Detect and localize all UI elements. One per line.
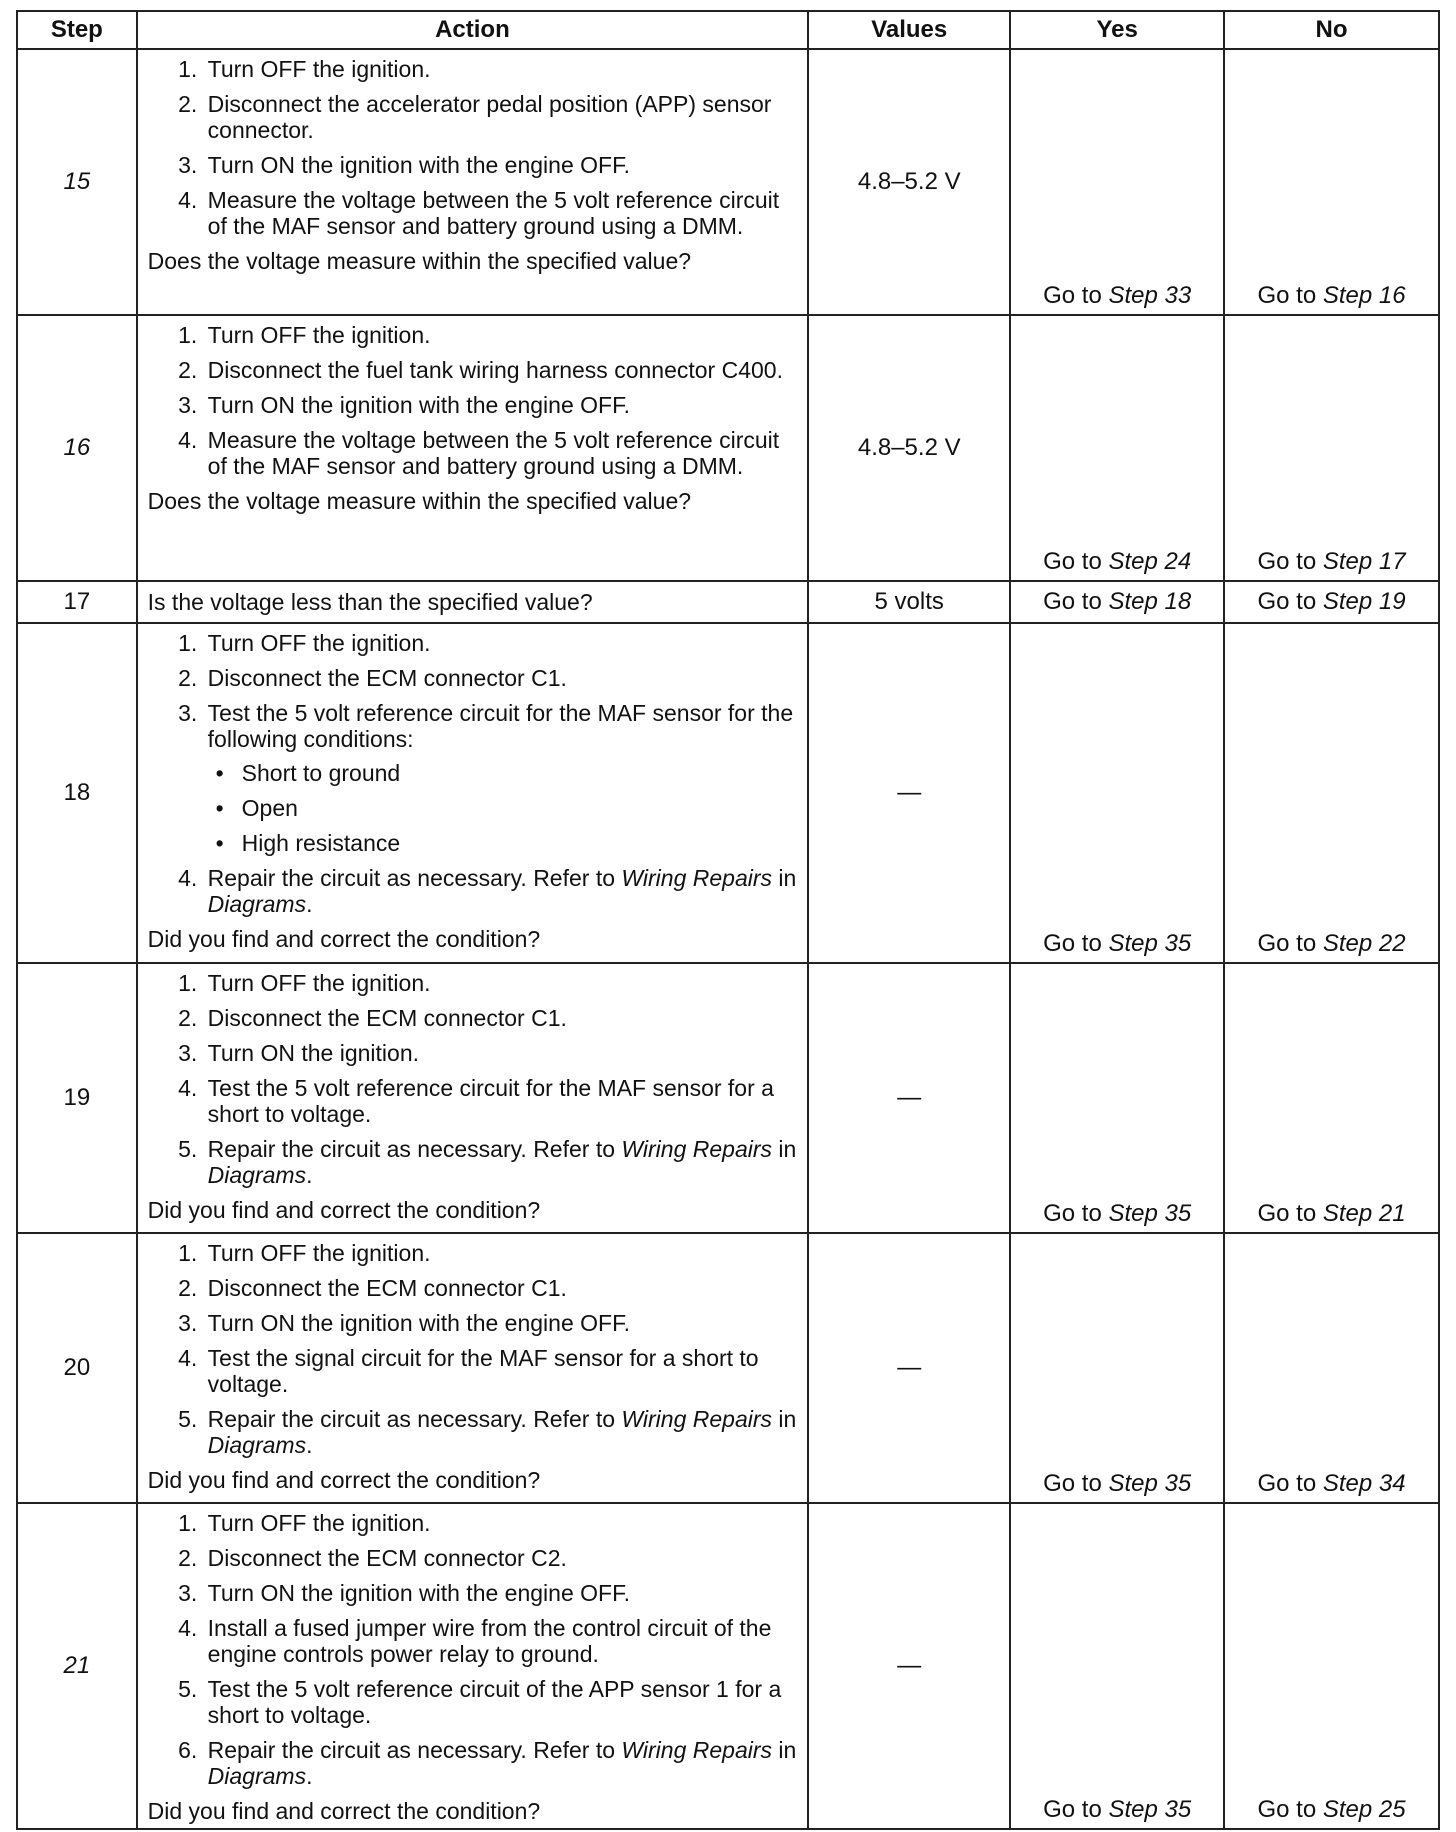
repair-period: .	[306, 1432, 313, 1458]
table-row	[17, 49, 1439, 315]
repair-text: Repair the circuit as necessary. Refer to	[207, 1406, 622, 1432]
action-step: 1. Turn OFF the ignition.	[204, 630, 800, 656]
action-step: 2. Disconnect the ECM connector C1.	[204, 665, 800, 691]
action-question: Did you find and correct the condition?	[147, 1467, 541, 1493]
yes-cell	[1010, 1503, 1224, 1829]
action-steps	[148, 1510, 800, 1789]
action-step	[204, 865, 800, 917]
header-no: No	[1224, 11, 1439, 49]
table-row	[17, 963, 1439, 1233]
wiring-repairs-ref: Wiring Repairs	[621, 1406, 773, 1432]
action-step: 1. Turn OFF the ignition.	[204, 970, 800, 996]
repair-text: Repair the circuit as necessary. Refer to	[207, 865, 622, 891]
header-action: Action	[137, 11, 809, 49]
yes-step-link: Step 35	[1108, 1470, 1192, 1497]
yes-prefix: Go to	[1043, 1470, 1109, 1497]
action-question: Does the voltage measure within the specified value?	[147, 248, 692, 274]
no-cell	[1224, 1233, 1439, 1503]
diagrams-ref: Diagrams	[207, 1763, 307, 1789]
header-values: Values	[808, 11, 1010, 49]
action-step: 3. Turn ON the ignition with the engine OFF.	[204, 152, 800, 178]
action-steps	[148, 322, 800, 479]
table-row	[17, 1233, 1439, 1503]
no-cell	[1224, 1503, 1439, 1829]
repair-period: .	[306, 1162, 313, 1188]
action-cell	[137, 1233, 809, 1503]
repair-in: in	[772, 1136, 797, 1162]
action-step: 3. Turn ON the ignition with the engine OFF.	[204, 1310, 800, 1336]
value-cell: 4.8–5.2 V	[808, 315, 1010, 581]
no-prefix: Go to	[1257, 282, 1323, 309]
wiring-repairs-ref: Wiring Repairs	[621, 1136, 773, 1162]
no-prefix: Go to	[1257, 588, 1323, 615]
action-steps	[148, 970, 800, 1188]
action-step	[204, 1136, 800, 1188]
no-step-link: Step 16	[1322, 282, 1406, 309]
no-prefix: Go to	[1257, 930, 1323, 957]
table-row	[17, 1503, 1439, 1829]
table-row	[17, 315, 1439, 581]
no-prefix: Go to	[1257, 1470, 1323, 1497]
yes-step-link: Step 35	[1108, 930, 1192, 957]
repair-in: in	[772, 1737, 797, 1763]
action-cell	[137, 315, 809, 581]
no-cell	[1224, 49, 1439, 315]
no-cell	[1224, 581, 1439, 623]
action-question: Did you find and correct the condition?	[147, 1197, 541, 1223]
action-steps	[148, 1240, 800, 1458]
no-prefix: Go to	[1257, 548, 1323, 575]
yes-cell	[1010, 49, 1224, 315]
action-step: 3. Turn ON the ignition with the engine OFF.	[204, 1580, 800, 1606]
header-step: Step	[17, 11, 137, 49]
no-cell	[1224, 623, 1439, 963]
header-row	[17, 11, 1439, 49]
no-step-link: Step 17	[1322, 548, 1406, 575]
action-step: 1. Turn OFF the ignition.	[204, 56, 800, 82]
repair-text: Repair the circuit as necessary. Refer to	[207, 1136, 622, 1162]
yes-step-link: Step 35	[1108, 1796, 1192, 1823]
value-cell: 5 volts	[808, 581, 1010, 623]
table-row	[17, 623, 1439, 963]
step-number: 21	[17, 1503, 137, 1829]
yes-prefix: Go to	[1043, 1796, 1109, 1823]
condition-item: • High resistance	[238, 830, 800, 856]
condition-item: • Short to ground	[238, 760, 800, 786]
no-prefix: Go to	[1257, 1796, 1323, 1823]
no-cell	[1224, 315, 1439, 581]
no-step-link: Step 25	[1322, 1796, 1406, 1823]
action-step: 2. Disconnect the ECM connector C1.	[204, 1005, 800, 1031]
step-number: 19	[17, 963, 137, 1233]
value-cell: —	[808, 1233, 1010, 1503]
yes-cell	[1010, 623, 1224, 963]
repair-in: in	[772, 865, 797, 891]
diagrams-ref: Diagrams	[207, 1432, 307, 1458]
yes-prefix: Go to	[1043, 548, 1109, 575]
action-cell	[137, 581, 809, 623]
action-step: 2. Disconnect the accelerator pedal position (APP) sensor connector.	[204, 91, 800, 143]
value-cell: —	[808, 1503, 1010, 1829]
action-step	[204, 1737, 800, 1789]
yes-step-link: Step 33	[1108, 282, 1192, 309]
action-step: 2. Disconnect the fuel tank wiring harness connector C400.	[204, 357, 800, 383]
action-step: 4. Install a fused jumper wire from the control circuit of the engine controls power relay to ground.	[204, 1615, 800, 1667]
repair-period: .	[306, 891, 313, 917]
action-cell	[137, 963, 809, 1233]
action-step	[204, 700, 800, 856]
action-step: 3. Turn ON the ignition with the engine OFF.	[204, 392, 800, 418]
action-step: 4. Measure the voltage between the 5 volt reference circuit of the MAF sensor and battery ground using a DMM.	[204, 187, 800, 239]
no-cell	[1224, 963, 1439, 1233]
step-number: 15	[17, 49, 137, 315]
yes-cell	[1010, 315, 1224, 581]
yes-cell	[1010, 581, 1224, 623]
action-step: 5. Test the 5 volt reference circuit of the APP sensor 1 for a short to voltage.	[204, 1676, 800, 1728]
yes-prefix: Go to	[1043, 282, 1109, 309]
no-step-link: Step 34	[1322, 1470, 1406, 1497]
wiring-repairs-ref: Wiring Repairs	[621, 1737, 773, 1763]
action-step: 1. Turn OFF the ignition.	[204, 1510, 800, 1536]
diagrams-ref: Diagrams	[207, 891, 307, 917]
yes-cell	[1010, 1233, 1224, 1503]
action-step-text: Test the 5 volt reference circuit for the MAF sensor for the following conditions:	[207, 700, 794, 752]
action-steps	[148, 56, 800, 239]
action-cell	[137, 49, 809, 315]
repair-text: Repair the circuit as necessary. Refer to	[207, 1737, 622, 1763]
action-step	[204, 1406, 800, 1458]
action-question: Is the voltage less than the specified value?	[147, 588, 593, 615]
action-step: 2. Disconnect the ECM connector C2.	[204, 1545, 800, 1571]
action-cell	[137, 1503, 809, 1829]
no-step-link: Step 19	[1322, 588, 1406, 615]
step-number: 20	[17, 1233, 137, 1503]
no-step-link: Step 21	[1322, 1200, 1406, 1227]
yes-cell	[1010, 963, 1224, 1233]
diagrams-ref: Diagrams	[207, 1162, 307, 1188]
repair-period: .	[306, 1763, 313, 1789]
action-step: 1. Turn OFF the ignition.	[204, 322, 800, 348]
step-number: 18	[17, 623, 137, 963]
action-step: 4. Measure the voltage between the 5 volt reference circuit of the MAF sensor and battery ground using a DMM.	[204, 427, 800, 479]
yes-prefix: Go to	[1043, 930, 1109, 957]
yes-step-link: Step 35	[1108, 1200, 1192, 1227]
condition-item: • Open	[238, 795, 800, 821]
table-row	[17, 581, 1439, 623]
action-steps	[148, 630, 800, 917]
value-cell: 4.8–5.2 V	[808, 49, 1010, 315]
no-step-link: Step 22	[1322, 930, 1406, 957]
yes-prefix: Go to	[1043, 588, 1109, 615]
diagnostic-table	[16, 10, 1440, 1830]
wiring-repairs-ref: Wiring Repairs	[621, 865, 773, 891]
action-cell	[137, 623, 809, 963]
action-step: 4. Test the signal circuit for the MAF sensor for a short to voltage.	[204, 1345, 800, 1397]
action-step: 3. Turn ON the ignition.	[204, 1040, 800, 1066]
step-number: 17	[17, 581, 137, 623]
header-yes: Yes	[1010, 11, 1224, 49]
action-step: 4. Test the 5 volt reference circuit for the MAF sensor for a short to voltage.	[204, 1075, 800, 1127]
no-prefix: Go to	[1257, 1200, 1323, 1227]
step-number: 16	[17, 315, 137, 581]
yes-step-link: Step 18	[1108, 588, 1192, 615]
action-question: Did you find and correct the condition?	[147, 926, 541, 952]
value-cell: —	[808, 623, 1010, 963]
yes-prefix: Go to	[1043, 1200, 1109, 1227]
repair-in: in	[772, 1406, 797, 1432]
action-question: Does the voltage measure within the specified value?	[147, 488, 692, 514]
action-question: Did you find and correct the condition?	[147, 1798, 541, 1824]
yes-step-link: Step 24	[1108, 548, 1192, 575]
action-step: 2. Disconnect the ECM connector C1.	[204, 1275, 800, 1301]
action-step: 1. Turn OFF the ignition.	[204, 1240, 800, 1266]
value-cell: —	[808, 963, 1010, 1233]
condition-list	[208, 760, 800, 856]
